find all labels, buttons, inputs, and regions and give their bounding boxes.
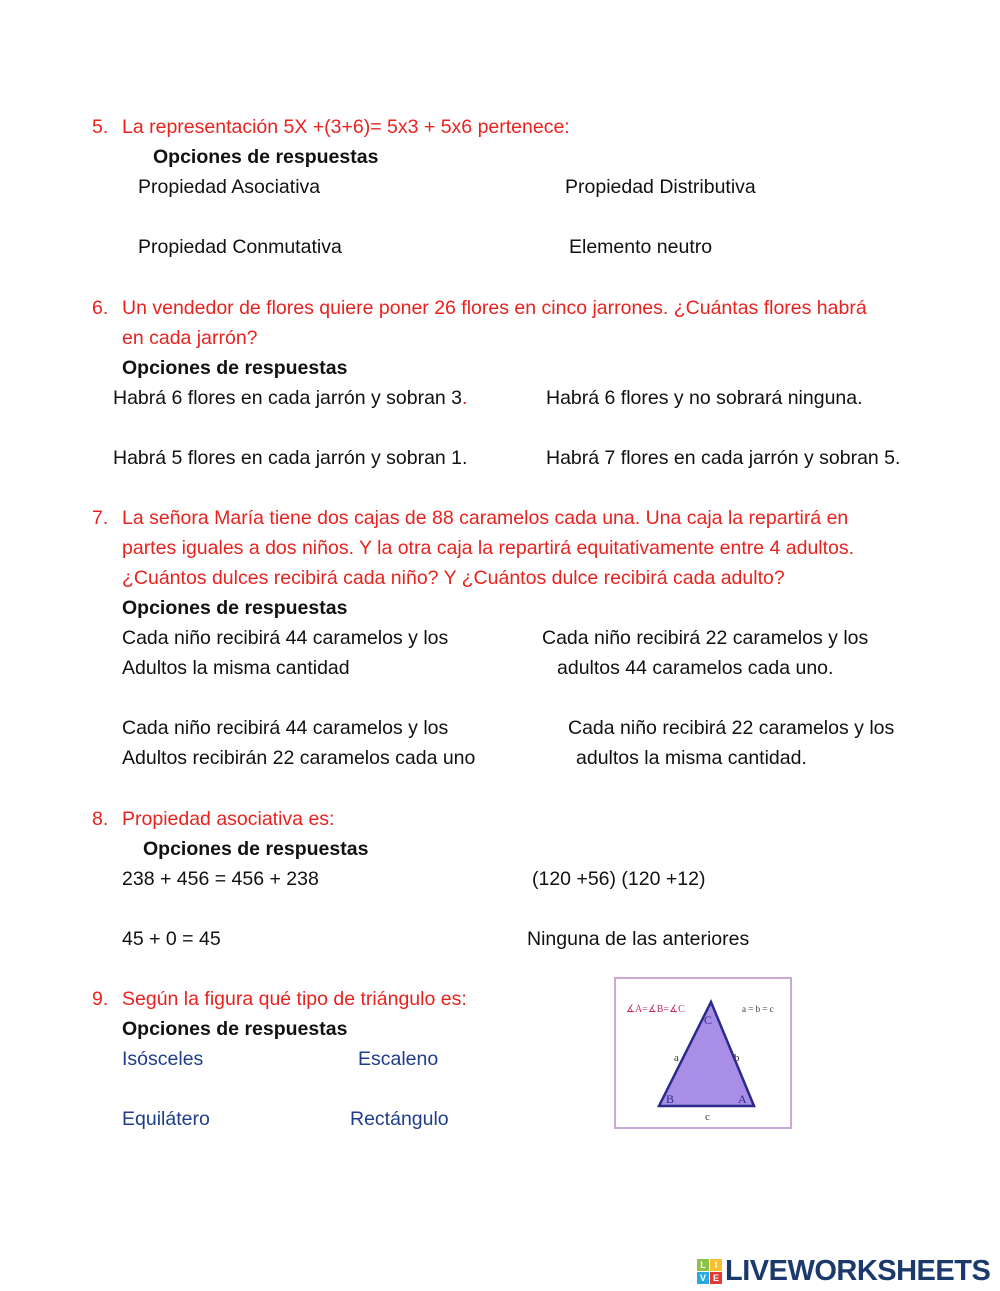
question-9-text: Según la figura qué tipo de triángulo es:	[122, 988, 467, 1010]
options-header: Opciones de respuestas	[153, 146, 379, 168]
question-8-number: 8.	[92, 808, 109, 830]
equilateral-triangle-diagram	[616, 979, 790, 1127]
side-label-a: a	[674, 1052, 679, 1064]
vertex-label-c: C	[704, 1013, 713, 1027]
question-8-text: Propiedad asociativa es:	[122, 808, 335, 830]
options-header: Opciones de respuestas	[122, 597, 348, 619]
question-6-text: en cada jarrón?	[122, 327, 258, 349]
triangle-figure	[614, 977, 792, 1129]
question-7-text: ¿Cuántos dulces recibirá cada niño? Y ¿Cuántos dulce recibirá cada adulto?	[122, 567, 785, 589]
option[interactable]: adultos la misma cantidad.	[576, 747, 807, 769]
logo-tile: V	[697, 1272, 709, 1284]
option[interactable]: Cada niño recibirá 22 caramelos y los	[568, 717, 895, 739]
options-header: Opciones de respuestas	[122, 1018, 348, 1040]
question-7-number: 7.	[92, 507, 109, 529]
option[interactable]: (120 +56) (120 +12)	[532, 868, 706, 890]
option[interactable]: Habrá 6 flores y no sobrará ninguna.	[546, 387, 863, 409]
angles-equal-label: ∡A=∡B=∡C	[626, 1004, 685, 1015]
side-label-b: b	[734, 1052, 740, 1064]
option[interactable]: 238 + 456 = 456 + 238	[122, 868, 319, 890]
option[interactable]: Ninguna de las anteriores	[527, 928, 750, 950]
logo-tile: E	[710, 1272, 722, 1284]
question-6-text: Un vendedor de flores quiere poner 26 flores en cinco jarrones. ¿Cuántas flores habrá	[122, 297, 867, 319]
option[interactable]: 45 + 0 = 45	[122, 928, 221, 950]
vertex-label-a: A	[738, 1092, 747, 1106]
option[interactable]: Adultos la misma cantidad	[122, 657, 350, 679]
option[interactable]: Rectángulo	[350, 1108, 449, 1130]
option[interactable]: Propiedad Conmutativa	[138, 236, 342, 258]
option[interactable]: Habrá 5 flores en cada jarrón y sobran 1.	[113, 447, 468, 469]
option[interactable]: Elemento neutro	[569, 236, 713, 258]
option[interactable]: Cada niño recibirá 22 caramelos y los	[542, 627, 869, 649]
sides-equal-label: a = b = c	[742, 1004, 774, 1014]
option-dot: .	[462, 387, 468, 409]
question-9-number: 9.	[92, 988, 109, 1010]
vertex-label-b: B	[666, 1092, 675, 1106]
option[interactable]: Propiedad Distributiva	[565, 176, 756, 198]
question-7-text: La señora María tiene dos cajas de 88 caramelos cada una. Una caja la repartirá en	[122, 507, 849, 529]
option[interactable]: Propiedad Asociativa	[138, 176, 321, 198]
option[interactable]: Cada niño recibirá 44 caramelos y los	[122, 717, 449, 739]
option[interactable]: adultos 44 caramelos cada uno.	[557, 657, 834, 679]
option[interactable]: Habrá 7 flores en cada jarrón y sobran 5.	[546, 447, 901, 469]
logo-tile: L	[697, 1259, 709, 1271]
question-5-text: La representación 5X +(3+6)= 5x3 + 5x6 pertenece:	[122, 116, 570, 138]
option[interactable]: Isósceles	[122, 1048, 204, 1070]
logo-text: LIVEWORKSHEETS	[725, 1254, 991, 1287]
logo-tiles-icon	[697, 1259, 722, 1284]
logo-tile: I	[710, 1259, 722, 1271]
option[interactable]: Cada niño recibirá 44 caramelos y los	[122, 627, 449, 649]
options-header: Opciones de respuestas	[122, 357, 348, 379]
option[interactable]	[113, 385, 467, 411]
question-5-number: 5.	[92, 116, 109, 138]
option[interactable]: Adultos recibirán 22 caramelos cada uno	[122, 747, 476, 769]
side-label-c: c	[705, 1111, 710, 1123]
option[interactable]: Escaleno	[358, 1048, 439, 1070]
options-header: Opciones de respuestas	[143, 838, 369, 860]
option[interactable]: Equilátero	[122, 1108, 210, 1130]
question-6-number: 6.	[92, 297, 109, 319]
option-text: Habrá 6 flores en cada jarrón y sobran 3	[113, 387, 463, 409]
question-7-text: partes iguales a dos niños. Y la otra caja la repartirá equitativamente entre 4 adultos.	[122, 537, 855, 559]
liveworksheets-logo	[697, 1256, 990, 1286]
